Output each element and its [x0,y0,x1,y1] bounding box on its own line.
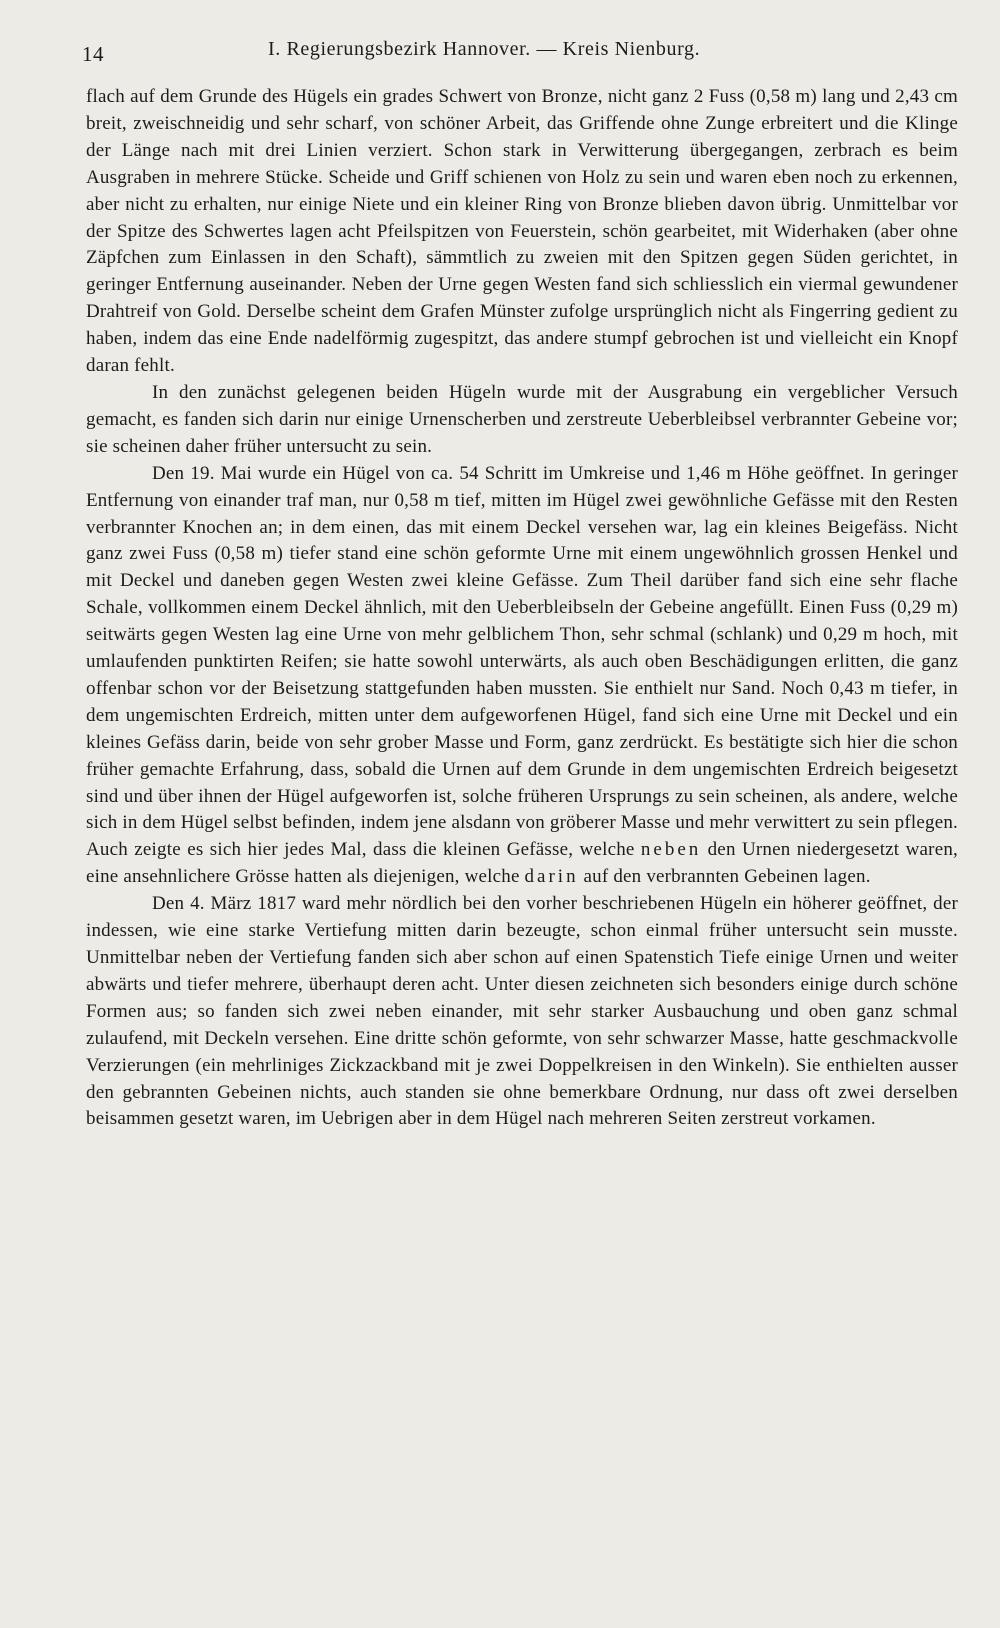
page-header [82,38,918,78]
body-text [86,84,958,1133]
paragraph-text-segment: auf den verbrannten Gebeinen lagen. [583,866,871,888]
emphasized-word: neben [640,839,702,861]
emphasized-word: darin [524,866,579,888]
paragraph-march-4-mound: Den 4. März 1817 ward mehr nördlich bei den vorher beschriebenen Hügeln ein höherer geöffnet, der indessen, wie eine starke Vertiefung mitten darin bezeugte, schon einmal früher untersucht sein musste. Unmittelbar neben der Vertiefung fanden sich aber schon auf einen Spatenstich Tiefe einige Urnen und weiter abwärts und tiefer mehrere, überhaupt deren acht. Unter diesen zeichneten sich besonders einige durch schöne Formen aus; so fanden sich zwei neben einander, mit sehr starker Ausbauchung und oben ganz schmal zulaufend, mit Deckeln versehen. Eine dritte schön geformte, von sehr schwarzer Masse, hatte geschmackvolle Verzierungen (ein mehrliniges Zickzackband mit je zwei Doppelkreisen in den Winkeln). Sie enthielten ausser den gebrannten Gebeinen nichts, auch standen sie ohne bemerkbare Ordnung, nur dass oft zwei derselben beisammen gesetzt waren, im Uebrigen aber in dem Hügel nach mehreren Seiten zerstreut vorkamen. [86,893,958,1130]
paragraph-text-segment: Den 19. Mai wurde ein Hügel von ca. 54 Schritt im Umkreise und 1,46 m Höhe geöffnet. In geringer Entfernung von einander traf man, nur 0,58 m tief, mitten im Hügel zwei gewöhnliche Gefässe mit den Resten verbrannter Knochen an; in dem einen, das mit einem Deckel versehen war, lag ein kleines Beigefäss. Nicht ganz zwei Fuss (0,58 m) tiefer stand eine schön geformte Urne mit einem ungewöhnlich grossen Henkel und mit Deckel und daneben gegen Westen zwei kleine Gefässe. Zum Theil darüber fand sich eine sehr flache Schale, vollkommen einem Deckel ähnlich, mit den Ueberbleibseln der Gebeine angefüllt. Einen Fuss (0,29 m) seitwärts gegen Westen lag eine Urne von mehr gelblichem Thon, sehr schmal (schlank) und 0,29 m hoch, mit umlaufenden punktirten Reifen; sie hatte sowohl unterwärts, als auch oben Beschädigungen erlitten, die ganz offenbar schon vor der Beisetzung stattgefunden haben mussten. Sie enthielt nur Sand. Noch 0,43 m tiefer, in dem ungemischten Erdreich, mitten unter dem aufgeworfenen Hügel, fand sich eine Urne mit Deckel und ein kleines Gefäss darin, beide von sehr grober Masse und Form, ganz zerdrückt. Es bestätigte sich hier die schon früher gemachte Erfahrung, dass, sobald die Urnen auf dem Grunde in dem ungemischten Erdreich beigesetzt sind und über ihnen der Hügel aufgeworfen ist, solche früheren Ursprungs zu sein scheinen, als andere, welche sich in dem Hügel selbst befinden, indem jene alsdann von gröberer Masse und mehr verwittert zu sein pflegen. Auch zeigte es sich hier jedes Mal, dass die kleinen Gefässe, welche [86,462,958,861]
paragraph-sword-find: flach auf dem Grunde des Hügels ein grades Schwert von Bronze, nicht ganz 2 Fuss (0,58 m) lang und 2,43 cm breit, zweischneidig und sehr scharf, von schöner Arbeit, das Griffende ohne Zunge erbreitert und die Klinge der Länge nach mit drei Linien verziert. Schon stark in Verwitterung übergegangen, zerbrach es beim Ausgraben in mehrere Stücke. Scheide und Griff schienen von Holz zu sein und waren eben noch zu erkennen, aber nicht zu erhalten, nur einige Niete und ein kleiner Ring von Bronze blieben davon übrig. Unmittelbar vor der Spitze des Schwertes lagen acht Pfeilspitzen von Feuerstein, schön gearbeitet, mit Widerhaken (aber ohne Zäpfchen zum Einlassen in den Schaft), sämmtlich zu zweien mit den Spitzen gegen Süden gerichtet, in geringer Entfernung auseinander. Neben der Urne gegen Westen fand sich schliesslich ein viermal gewundener Drahtreif von Gold. Derselbe scheint dem Grafen Münster zufolge ursprünglich nicht als Fingerring gedient zu haben, indem das eine Ende nadelförmig zugespitzt, das andere stumpf gebrochen ist und vielleicht ein Knopf daran fehlt. [86,86,958,377]
running-head: I. Regierungsbezirk Hannover. — Kreis Nienburg. [268,38,701,60]
paragraph-may-19-mound [86,461,958,892]
page-number: 14 [82,42,104,66]
paragraph-text-segment: den Urnen niedergesetzt waren, eine ansehnlichere Grösse hatten als diejenigen, welche [86,839,958,888]
paragraph-adjacent-mounds: In den zunächst gelegenen beiden Hügeln wurde mit der Ausgrabung ein vergeblicher Versuch gemacht, es fanden sich darin nur einige Urnenscherben und zerstreute Ueberbleibsel verbrannter Gebeine vor; sie scheinen daher früher untersucht zu sein. [86,381,958,457]
